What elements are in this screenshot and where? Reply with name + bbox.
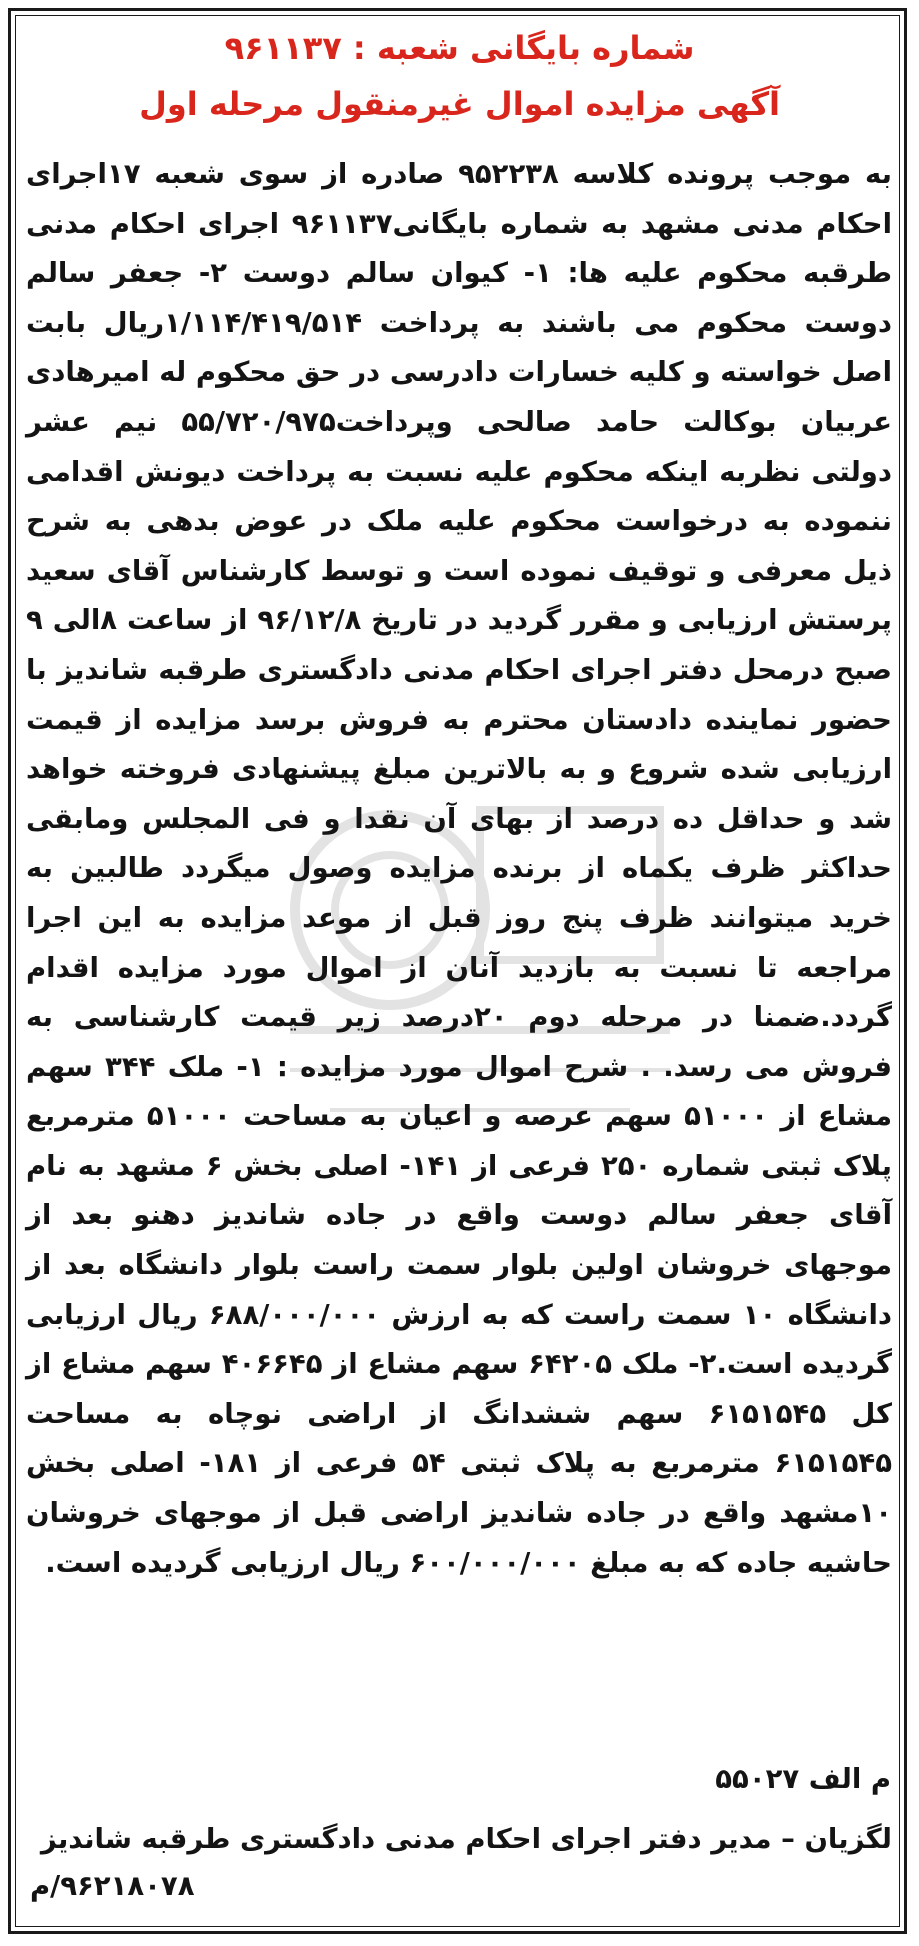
notice-title: آگهی مزایده اموال غیرمنقول مرحله اول — [139, 85, 780, 123]
header — [24, 20, 895, 132]
document-code: ۹۶۲۱۸۰۷۸/م — [30, 1870, 195, 1902]
signature-line: لگزیان – مدیر دفتر اجرای احکام مدنی دادگستری طرقبه شاندیز — [40, 1823, 892, 1855]
reference-number: م الف ۵۵۰۲۷ — [715, 1763, 891, 1795]
notice-body: به موجب پرونده کلاسه ۹۵۲۲۳۸ صادره از سوی شعبه ۱۷اجرای احکام مدنی مشهد به شماره بایگانی۹۶۱۱۳۷ اجرای احکام مدنی طرقبه محکوم علیه ها: ۱- کیوان سالم دوست ۲- جعفر سالم دوست محکوم می باشند به پرداخت ۱/۱۱۴/۴۱۹/۵۱۴ریال بابت اصل خواسته و کلیه خسارات دادرسی در حق محکوم له امیرهادی عربیان بوکالت حامد صالحی وپرداخت۵۵/۷۲۰/۹۷۵ نیم عشر دولتی نظربه اینکه محکوم علیه نسبت به پرداخت دیونش اقدامی ننموده به درخواست محکوم علیه ملک در عوض بدهی به شرح ذیل معرفی و توقیف نموده است و توسط کارشناس آقای سعید پرستش ارزیابی و مقرر گردید در تاریخ ۹۶/۱۲/۸ از ساعت ۸الی ۹ صبح درمحل دفتر اجرای احکام مدنی دادگستری طرقبه شاندیز با حضور نماینده دادستان محترم به فروش برسد مزایده از قیمت ارزیابی شده شروع و به بالاترین مبلغ پیشنهادی فروخته خواهد شد و حداقل ده درصد از بهای آن نقدا و فی المجلس ومابقی حداکثر ظرف یکماه از برنده مزایده وصول میگردد طالبین به خرید میتوانند ظرف پنج روز قبل از موعد مزایده به این اجرا مراجعه تا نسبت به بازدید آنان از اموال مورد مزایده اقدام گردد.ضمنا در مرحله دوم ۲۰درصد زیر قیمت کارشناسی به فروش می رسد. . شرح اموال مورد مزایده : ۱- ملک ۳۴۴ سهم مشاع از ۵۱۰۰۰ سهم عرصه و اعیان به مساحت ۵۱۰۰۰ مترمربع پلاک ثبتی شماره ۲۵۰ فرعی از ۱۴۱- اصلی بخش ۶ مشهد به نام آقای جعفر سالم دوست واقع در جاده شاندیز دهنو بعد از موجهای خروشان اولین بلوار سمت راست بلوار دانشگاه بعد از دانشگاه ۱۰ سمت راست که به ارزش ۶۸۸/۰۰۰/۰۰۰ ریال ارزیابی گردیده است.۲- ملک ۶۴۲۰۵ سهم مشاع از ۴۰۶۶۴۵ سهم مشاع از کل ۶۱۵۱۵۴۵ سهم ششدانگ از اراضی نوچاه به مساحت ۶۱۵۱۵۴۵ مترمربع به پلاک ثبتی ۵۴ فرعی از ۱۸۱- اصلی بخش ۱۰مشهد واقع در جاده شاندیز اراضی قبل از موجهای خروشان حاشیه جاده که به مبلغ ۶۰۰/۰۰۰/۰۰۰ ریال ارزیابی گردیده است. — [26, 158, 893, 1579]
archive-number: شماره بایگانی شعبه : ۹۶۱۱۳۷ — [224, 29, 695, 67]
